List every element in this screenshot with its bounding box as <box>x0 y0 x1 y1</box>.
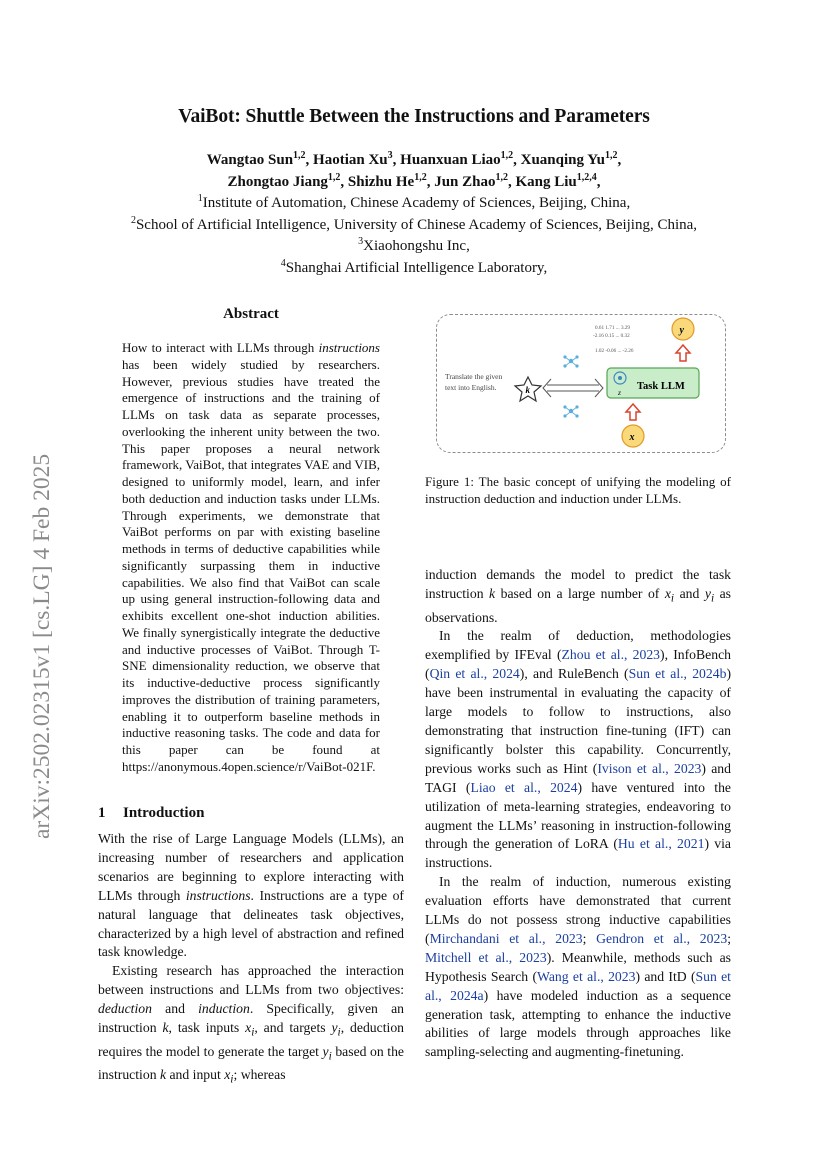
citation-link[interactable]: Ivison et al., 2023 <box>597 760 702 776</box>
math-sub: i <box>251 1026 255 1039</box>
latent-z-label: z <box>618 388 621 397</box>
math-base: x <box>224 1067 231 1083</box>
author-separator: , <box>305 152 314 168</box>
task-llm-label: Task LLM <box>637 381 685 392</box>
author-affiliation-mark: 1,2,4 <box>576 171 597 183</box>
math-base: x <box>664 585 671 601</box>
math-sub: i <box>328 1050 332 1063</box>
citation-link[interactable]: Sun et al., 2024b <box>628 666 727 682</box>
affiliation-4 <box>0 258 828 280</box>
abstract-heading: Abstract <box>223 306 279 322</box>
paragraph-text: and <box>674 585 705 601</box>
lora-param-icon-dot <box>618 376 622 380</box>
paragraph-text: ) have been instrumental in evaluating the capacity of large models to follow to instructions, also demonstrating that instruction fine-tuning (IFT) can significantly bolster this capability. Concurrently, previous works such as Hint ( <box>425 666 731 776</box>
author-name: Haotian Xu <box>313 152 388 168</box>
paragraph-text: , task inputs <box>168 1020 246 1036</box>
citation-link[interactable]: Qin et al., 2024 <box>429 666 520 682</box>
author-separator: , <box>508 173 516 190</box>
paragraph <box>425 566 731 627</box>
math-var: k <box>162 1020 169 1036</box>
abstract-text: How to interact with LLMs through <box>122 340 319 355</box>
affiliation-mark: 2 <box>130 214 136 226</box>
author-affiliation-mark: 1,2 <box>500 150 514 161</box>
citation-link[interactable]: Mirchandani et al., 2023 <box>429 930 583 946</box>
abstract-emphasis: instructions <box>318 340 380 355</box>
paragraph-text: ; <box>727 930 731 946</box>
citation-link[interactable]: Gendron et al., 2023 <box>596 930 728 946</box>
affiliation-mark: 4 <box>280 257 286 269</box>
math-sub: i <box>337 1026 341 1039</box>
affiliation-text: School of Artificial Intelligence, University of Chinese Academy of Sciences, Beijing, China, <box>135 216 698 233</box>
arxiv-stamp: arXiv:2502.02315v1 [cs.LG] 4 Feb 2025 <box>29 453 55 839</box>
paragraph-text: Existing research has approached the interaction between instructions and LLMs from two objectives: <box>98 963 404 998</box>
network-icon-top <box>563 355 578 367</box>
author-name: Jun Zhao <box>434 173 496 190</box>
math-var <box>322 1043 332 1063</box>
math-base: y <box>331 1020 338 1036</box>
citation-link[interactable]: Wang et al., 2023 <box>537 968 636 984</box>
author-affiliation-mark: 1,2 <box>495 171 508 183</box>
author-name: Huanxuan Liao <box>400 152 501 168</box>
affiliation-text: Xiaohongshu Inc, <box>363 238 470 254</box>
emphasis: induction <box>198 1001 250 1017</box>
citation-link[interactable]: Sun et al., 2024a <box>425 968 731 1003</box>
instruction-text-line-2: text into English. <box>445 383 497 392</box>
affiliation-text: Shanghai Artificial Intelligence Laboratory, <box>285 259 548 276</box>
affiliation-text: Institute of Automation, Chinese Academy of Sciences, Beijing, China, <box>202 195 631 211</box>
author-name: Wangtao Sun <box>206 152 294 168</box>
paragraph-text: With the rise of Large Language Models (LLMs), an increasing number of researchers and application scenarios are beginning to explore interacting with LLMs through <box>98 831 404 903</box>
author-affiliation-mark: 1,2 <box>605 150 618 161</box>
paragraph-text: In the realm of deduction, methodologies exemplified by IFEval ( <box>425 628 731 663</box>
input-x-label: x <box>629 432 635 443</box>
affiliation-mark: 3 <box>358 236 364 247</box>
citation-link[interactable]: Hu et al., 2021 <box>617 836 705 852</box>
emphasis: instructions <box>185 887 251 903</box>
math-sub: i <box>710 592 715 605</box>
math-var <box>704 585 715 605</box>
figure-diagram <box>437 315 725 452</box>
paper-title: VaiBot: Shuttle Between the Instructions and Parameters <box>178 106 650 127</box>
figure-1 <box>436 314 726 453</box>
paragraph-text: based on the instruction <box>98 1043 404 1083</box>
paragraph-text: ) have modeled induction as a sequence generation task, attempting to enhance the inductive abilities of large models through approaches like sampling-selecting and augmenting-finetuning. <box>425 987 731 1060</box>
affiliation-3 <box>0 236 828 258</box>
author-name: Zhongtao Jiang <box>227 173 328 190</box>
paragraph-text: In the realm of induction, numerous existing evaluation efforts have demonstrated that current LLMs do not possess strong inductive capabilities ( <box>425 874 731 946</box>
author-affiliation-mark: 3 <box>387 150 393 161</box>
paragraph-text: ; whereas <box>233 1067 286 1083</box>
paragraph-text: ), and RuleBench ( <box>519 666 629 682</box>
output-y-label: y <box>679 325 684 336</box>
param-vector-line-3: 1.02 -0.06 ... -2.26 <box>595 348 634 354</box>
intro-right-column <box>425 566 731 1062</box>
instruction-k-label: k <box>525 385 530 395</box>
author-separator: , <box>617 152 622 168</box>
paragraph-text: , deduction requires the model to generate the target <box>98 1020 405 1059</box>
abstract-text: has been widely studied by researchers. However, previous studies have treated the emergence of instructions and the training of LLMs on task data as separate processes, overlooking the inherent unity between the two. This paper proposes a neural network framework, VaiBot, that integrates VAE and VIB, designed to uniformly model, learn, and infer both deduction and induction tasks under LLMs. Through experiments, we demonstrate that VaiBot performs on par with existing baseline methods in terms of deductive capabilities while significantly surpassing them in inductive capabilities. We also find that VaiBot can scale up using general instruction-following data and exhibits excellent one-shot induction abilities. We finally synergistically integrate the deductive and inductive processes of VaiBot. Through T-SNE dimensionality reduction, we observe that its inductive-deductive process significantly improves the distribution of training parameters, enabling it to outperform baseline methods in inductive reasoning tasks. The code and data for this paper can be found at https://anonymous.4open.science/r/VaiBot-021F. <box>122 356 380 774</box>
citation-link[interactable]: Zhou et al., 2023 <box>561 647 661 663</box>
emphasis: deduction <box>98 1001 152 1017</box>
paragraph-text: and <box>151 1001 199 1017</box>
author-affiliation-mark: 1,2 <box>327 171 341 183</box>
paragraph-text: ). Meanwhile, methods such as Hypothesis Search ( <box>425 949 731 984</box>
paragraph-text: and input <box>166 1067 225 1083</box>
network-icon-bottom <box>563 405 578 417</box>
citation-link[interactable]: Liao et al., 2024 <box>470 779 578 795</box>
figure-caption: Figure 1: The basic concept of unifying the modeling of instruction deduction and induction under LLMs. <box>425 474 731 506</box>
paragraph <box>425 873 731 1062</box>
paragraph-text: , and targets <box>254 1020 332 1036</box>
math-base: y <box>704 585 711 601</box>
author-name: Shizhu He <box>347 173 415 190</box>
paragraph-text: ) and TAGI ( <box>425 760 731 795</box>
author-name: Kang Liu <box>515 173 577 190</box>
math-var: k <box>159 1067 167 1083</box>
paragraph <box>98 830 404 962</box>
section-heading <box>98 805 204 822</box>
paragraph-text: ; <box>582 930 597 946</box>
author-separator: , <box>426 173 435 190</box>
affiliation-1 <box>0 193 828 215</box>
instruction-text-line-1: Translate the given <box>445 372 503 381</box>
paragraph-text: ) have ventured into the utilization of meta-learning strategies, endeavoring to augment the LLMs’ reasoning in instruction-following through the generation of LoRA ( <box>425 779 731 852</box>
affiliation-2 <box>0 215 828 237</box>
paragraph-text: ) and ItD ( <box>635 968 696 984</box>
intro-left-column <box>98 830 404 1090</box>
math-base: y <box>322 1043 329 1059</box>
double-arrow-icon <box>543 379 603 397</box>
author-separator: , <box>513 152 521 168</box>
math-sub: i <box>670 592 675 605</box>
citation-link[interactable]: Mitchell et al., 2023 <box>425 949 547 965</box>
author-line-1 <box>0 150 828 172</box>
author-separator: , <box>392 152 401 168</box>
param-vector-line-1: 0.61 1.71 ... 3.29 <box>595 325 631 331</box>
param-vector-line-2: -2.16 0.15 ... 0.32 <box>593 333 630 339</box>
author-line-2 <box>0 172 828 194</box>
section-title: Introduction <box>123 805 205 821</box>
math-var: k <box>489 585 496 601</box>
paragraph-text: . Specifically, given an instruction <box>98 1001 404 1036</box>
author-separator: , <box>596 173 601 190</box>
section-number: 1 <box>98 805 106 821</box>
author-block <box>0 150 828 279</box>
paragraph-text: based on a large number of <box>495 585 665 601</box>
math-var <box>664 585 675 605</box>
paragraph-text: ) via instructions. <box>425 836 731 871</box>
paragraph <box>425 627 731 873</box>
paragraph-text: induction demands the model to predict the task instruction <box>425 567 731 601</box>
author-separator: , <box>340 173 348 190</box>
up-arrow-icon <box>676 345 690 361</box>
paragraph <box>98 962 404 1090</box>
math-var <box>245 1020 255 1039</box>
paragraph-text: . Instructions are a type of natural language that delineates task objectives, characterized by a high level of abstraction and refined task knowledge. <box>98 887 404 960</box>
math-var <box>331 1020 341 1039</box>
paragraph-text: ), InfoBench ( <box>425 647 731 682</box>
abstract-body <box>122 340 380 776</box>
author-affiliation-mark: 1,2 <box>414 171 427 183</box>
paragraph-text: as observations. <box>425 585 732 625</box>
author-affiliation-mark: 1,2 <box>293 150 306 161</box>
math-sub: i <box>230 1074 234 1087</box>
up-arrow-icon <box>626 404 640 420</box>
affiliation-mark: 1 <box>197 193 203 204</box>
math-base: x <box>245 1020 252 1036</box>
author-name: Xuanqing Yu <box>520 152 605 168</box>
